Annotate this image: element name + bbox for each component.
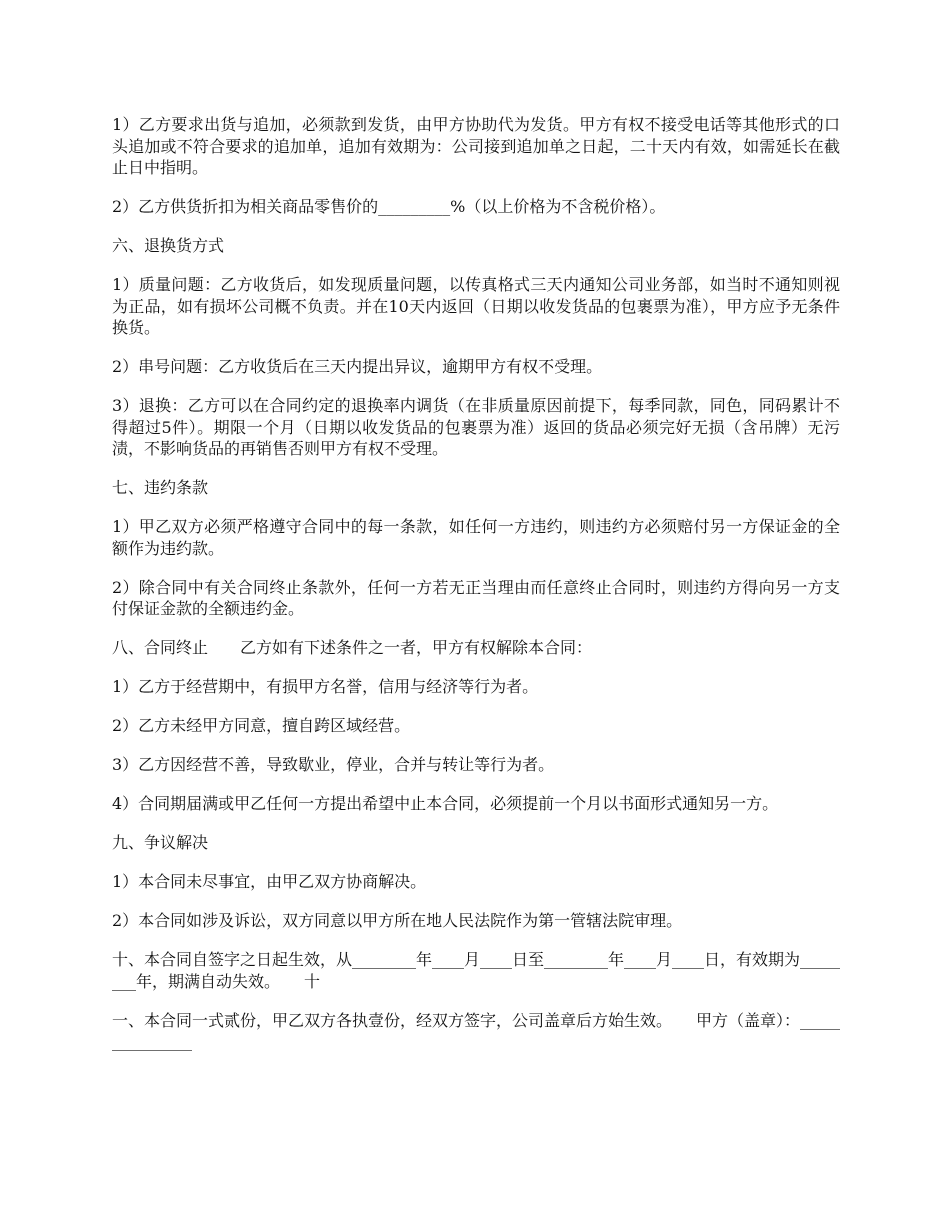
paragraph-dispute-negotiation: 1）本合同未尽事宜，由甲乙双方协商解决。 xyxy=(112,872,427,891)
paragraph-shipment-addition: 1）乙方要求出货与追加，必须款到发货，由甲方协助代为发货。甲方有权不接受电话等其他形式的口头追加或不符合要求的追加单，追加有效期为：公司接到追加单之日起，二十天内有效，如需延长在截止日中指明。 xyxy=(112,115,840,177)
document-body xyxy=(112,114,840,1070)
paragraph-serial-issue: 2）串号问题：乙方收货后在三天内提出异议，逾期甲方有权不受理。 xyxy=(112,357,603,376)
paragraph-termination-expiry: 4）合同期届满或甲乙任何一方提出希望中止本合同，必须提前一个月以书面形式通知另一方。 xyxy=(112,794,779,813)
paragraph-termination-reputation: 1）乙方于经营期中，有损甲方名誉，信用与经济等行为者。 xyxy=(112,677,539,696)
paragraph-termination-closure: 3）乙方因经营不善，导致歇业，停业，合并与转让等行为者。 xyxy=(112,755,555,774)
paragraph-breach-terms: 1）甲乙双方必须严格遵守合同中的每一条款，如任何一方违约，则违约方必须赔付另一方保证金的全额作为违约款。 xyxy=(112,517,840,558)
section-heading-termination: 八、合同终止 乙方如有下述条件之一者，甲方有权解除本合同： xyxy=(112,638,593,657)
paragraph-supply-discount: 2）乙方供货折扣为相关商品零售价的_________%（以上价格为不含税价格）。 xyxy=(112,197,666,216)
paragraph-copies-signature: 一、本合同一式贰份，甲乙双方各执壹份，经双方签字，公司盖章后方始生效。 甲方（盖章）：_______________ xyxy=(112,1010,841,1051)
paragraph-quality-issue: 1）质量问题：乙方收货后，如发现质量问题，以传真格式三天内通知公司业务部，如当时不通知则视为正品，如有损坏公司概不负责。并在10天内返回（日期以收发货品的包裹票为准），甲方应予无条件换货。 xyxy=(112,275,840,337)
paragraph-return-exchange: 3）退换：乙方可以在合同约定的退换率内调货（在非质量原因前提下，每季同款，同色，同码累计不得超过5件）。期限一个月（日期以收发货品的包裹票为准）返回的货品必须完好无损（含吊牌）无污渍，不影响货品的再销售否则甲方有权不受理。 xyxy=(112,396,840,458)
paragraph-termination-cross-region: 2）乙方未经甲方同意，擅自跨区域经营。 xyxy=(112,716,411,735)
section-heading-return-exchange: 六、退换货方式 xyxy=(112,236,225,255)
paragraph-dispute-litigation: 2）本合同如涉及诉讼，双方同意以甲方所在地人民法院作为第一管辖法院审理。 xyxy=(112,911,683,930)
paragraph-effective-period: 十、本合同自签字之日起生效，从________年____月____日至________年____月____日，有效期为________年，期满自动失效。 十 xyxy=(112,950,841,991)
section-heading-dispute: 九、争议解决 xyxy=(112,833,209,852)
section-heading-breach: 七、违约条款 xyxy=(112,478,209,497)
paragraph-breach-termination: 2）除合同中有关合同终止条款外，任何一方若无正当理由而任意终止合同时，则违约方得向另一方支付保证金款的全额违约金。 xyxy=(112,577,840,618)
